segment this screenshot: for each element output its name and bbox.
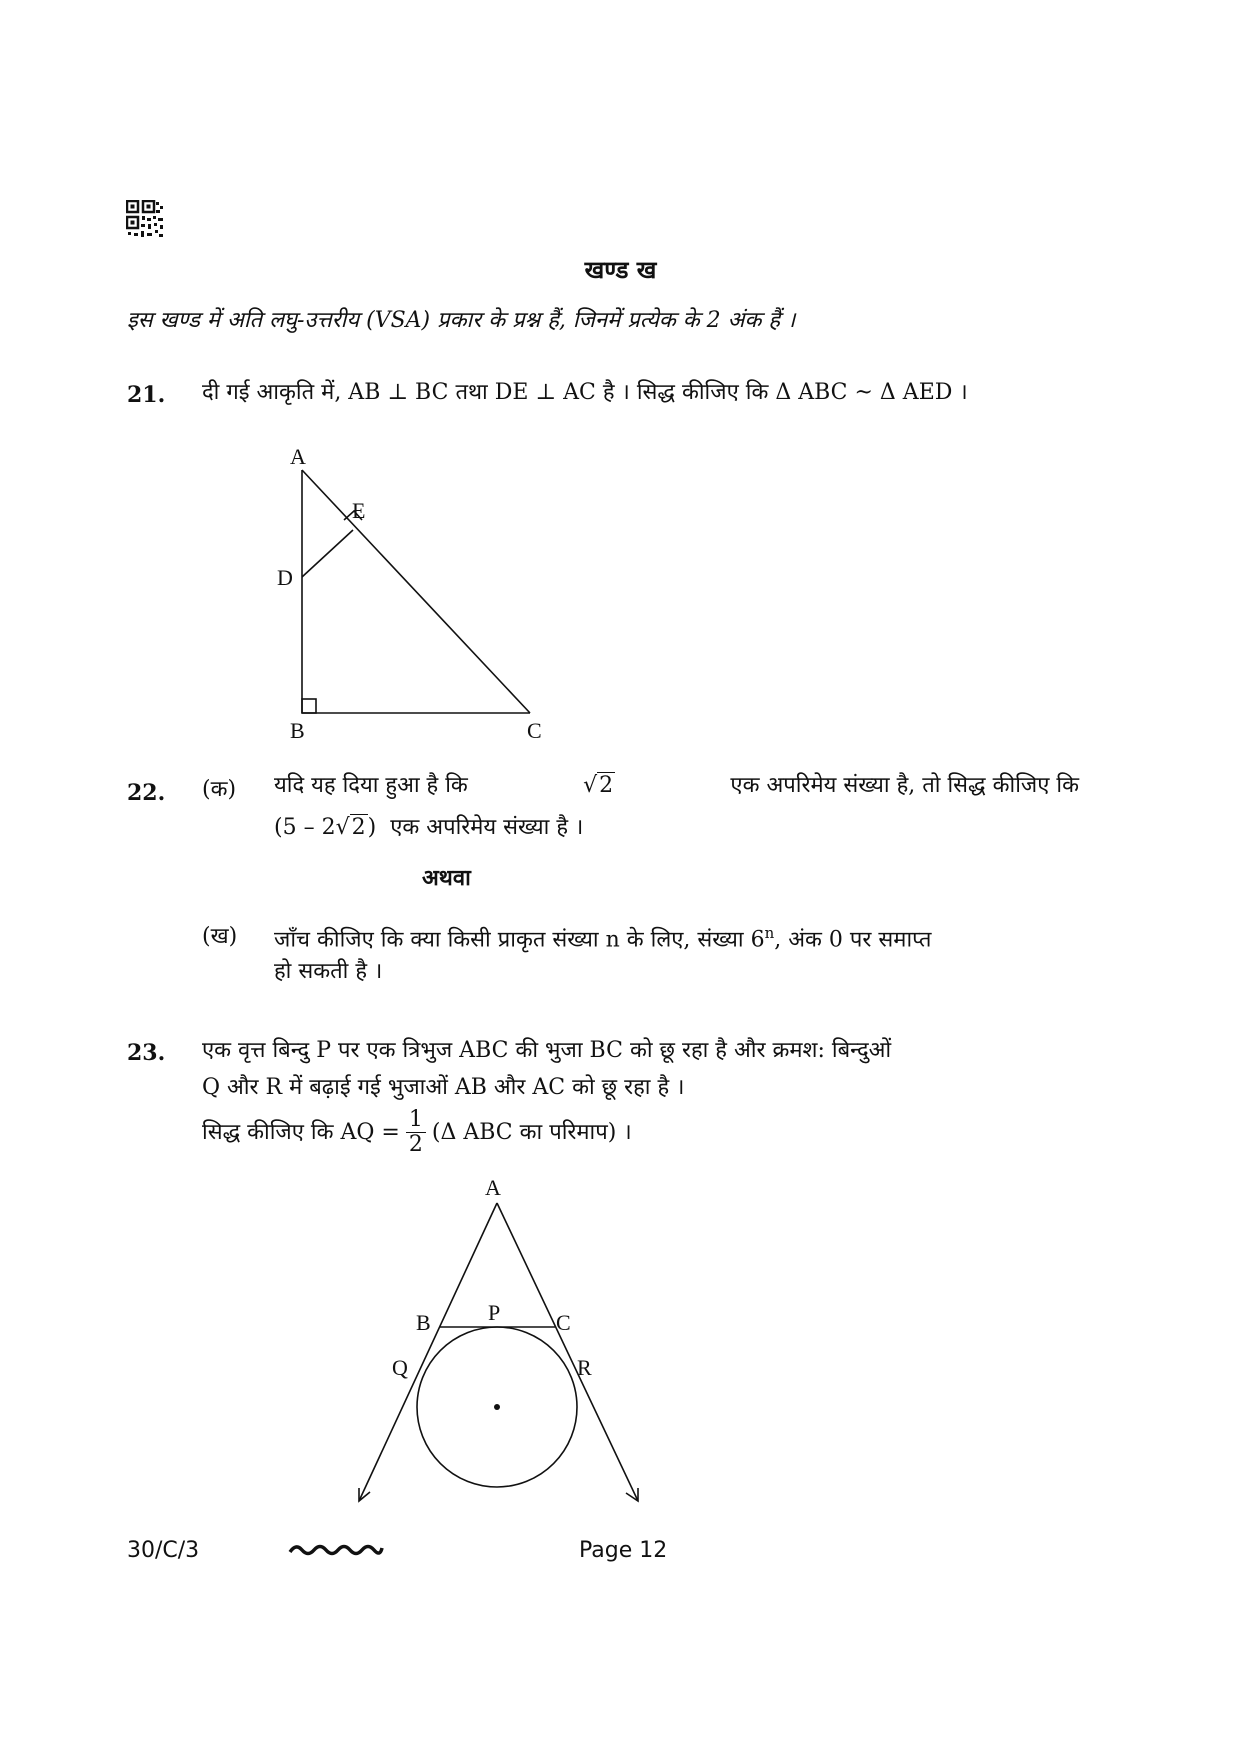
- q22a-text-before: यदि यह दिया हुआ है कि: [274, 773, 468, 798]
- figure-q23-circle-triangle: [340, 1170, 660, 1510]
- q22a-expr-sqrt: 2: [351, 815, 366, 840]
- question-23-line2: Q और R में बढ़ाई गई भुजाओं AB और AC को छू रहा है ।: [202, 1075, 685, 1100]
- question-23-line1: एक वृत्त बिन्दु P पर एक त्रिभुज ABC की भुजा BC को छू रहा है और क्रमश: बिन्दुओं: [202, 1038, 892, 1063]
- question-23-number: 23.: [127, 1040, 166, 1066]
- label-p: P: [488, 1300, 501, 1325]
- label-a: A: [485, 1175, 501, 1200]
- q22b-text-after: , अंक 0 पर समाप्त: [774, 927, 932, 953]
- q22a-expr-end: ): [367, 815, 377, 840]
- question-22-part-a-line1: [274, 768, 1079, 804]
- or-divider: अथवा: [422, 865, 471, 891]
- label-c: C: [556, 1310, 571, 1335]
- label-b: B: [416, 1310, 431, 1335]
- fraction-one-half: [406, 1108, 426, 1157]
- question-22-part-a-marker: (क): [202, 777, 237, 802]
- label-r: R: [577, 1355, 592, 1380]
- question-22-number: 22.: [127, 780, 166, 806]
- side-ab-extended: [359, 1203, 497, 1501]
- question-21-number: 21.: [127, 382, 166, 408]
- section-instruction: इस खण्ड में अति लघु-उत्तरीय (VSA) प्रकार के प्रश्न हैं, जिनमें प्रत्येक के 2 अंक हैं ।: [127, 308, 796, 333]
- question-22-part-b-line1: [274, 915, 931, 958]
- page-number: Page 12: [579, 1538, 668, 1563]
- question-22-part-a-line2: (5 – 2√2) एक अपरिमेय संख्या है ।: [274, 815, 584, 840]
- question-23-prove: [202, 1108, 632, 1157]
- label-q: Q: [392, 1355, 408, 1380]
- q22a-line2-text: एक अपरिमेय संख्या है ।: [390, 815, 584, 840]
- q22a-text-after: एक अपरिमेय संख्या है, तो सिद्ध कीजिए कि: [730, 773, 1079, 798]
- label-a: A: [290, 444, 306, 469]
- q23-prove-before: सिद्ध कीजिए कि AQ =: [202, 1119, 400, 1145]
- section-title: खण्ड ख: [584, 255, 657, 284]
- circle-centre: [494, 1404, 500, 1410]
- q23-prove-after: (Δ ABC का परिमाप) ।: [431, 1119, 632, 1145]
- question-21-text: दी गई आकृति में, AB ⊥ BC तथा DE ⊥ AC है । सिद्ध कीजिए कि Δ ABC ~ Δ AED ।: [202, 380, 968, 405]
- question-22-part-b-line2: हो सकती है ।: [274, 959, 383, 984]
- side-ac-extended: [497, 1203, 638, 1501]
- question-22-part-b-marker: (ख): [202, 924, 238, 949]
- q22b-text-before: जाँच कीजिए कि क्या किसी प्राकृत संख्या n के लिए, संख्या 6: [274, 927, 765, 953]
- qr-code: [126, 200, 166, 240]
- side-ac: [302, 470, 530, 713]
- segment-de: [302, 530, 353, 577]
- q22b-superscript: n: [764, 924, 775, 942]
- figure-q21-triangle: [270, 440, 570, 750]
- right-angle-b: [302, 699, 316, 713]
- fraction-numerator: 1: [406, 1108, 426, 1133]
- q22a-sqrt: √2: [583, 773, 614, 798]
- label-d: D: [277, 565, 293, 590]
- label-c: C: [527, 718, 542, 743]
- label-e: E: [352, 498, 366, 523]
- wave-ornament: [288, 1540, 384, 1558]
- fraction-denominator: 2: [408, 1132, 423, 1157]
- label-b: B: [290, 718, 305, 743]
- paper-code: 30/C/3: [127, 1538, 200, 1563]
- q22a-expr-start: (5 – 2: [274, 815, 336, 840]
